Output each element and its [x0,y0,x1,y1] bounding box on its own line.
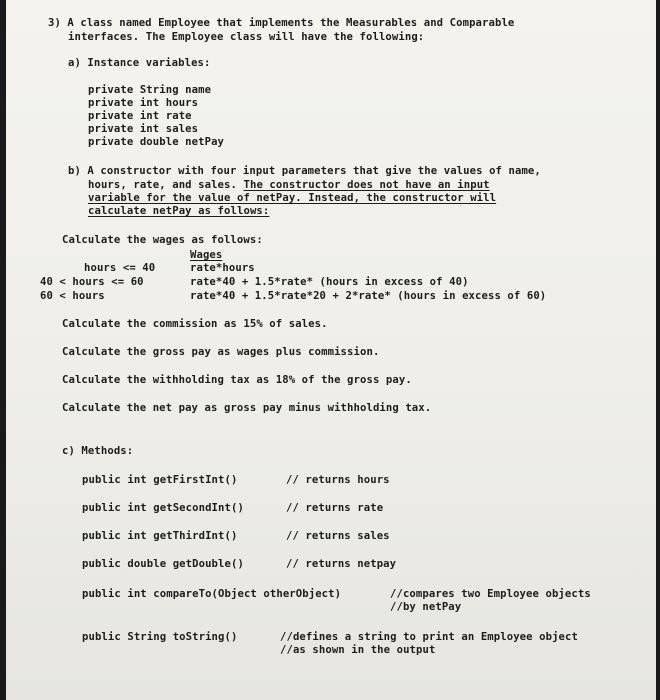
wages-condition: 40 < hours <= 60 [40,276,144,288]
part-a-heading: a) Instance variables: [68,57,211,69]
part-b-line-1: b) A constructor with four input parameters that give the values of name, [68,165,541,177]
part-b-line-3: variable for the value of netPay. Instead, the constructor will [88,192,497,204]
wages-formula: rate*hours [190,262,255,274]
wages-condition: 60 < hours [40,290,105,302]
method-comment: // returns sales [286,530,390,542]
instance-var: private int rate [88,110,192,122]
instance-var: private int hours [88,97,199,109]
tostring-comment-2: //as shown in the output [280,644,436,656]
wages-intro: Calculate the wages as follows: [62,234,263,246]
withholding-text: Calculate the withholding tax as 18% of the gross pay. [62,374,412,386]
gross-pay-text: Calculate the gross pay as wages plus commission. [62,346,380,358]
part-c-heading: c) Methods: [62,445,134,457]
wages-formula: rate*40 + 1.5*rate*20 + 2*rate* (hours in excess of 60) [190,290,547,302]
tostring-comment-1: //defines a string to print an Employee object [280,631,578,643]
method-signature: public int getSecondInt() [82,502,244,514]
instance-var: private int sales [88,123,199,135]
method-signature: public int getThirdInt() [82,530,238,542]
compareto-comment-1: //compares two Employee objects [390,588,591,600]
question-line-2: interfaces. The Employee class will have the following: [68,31,425,43]
document-page [6,0,656,700]
method-signature: public double getDouble() [82,558,244,570]
part-b-line-2-underlined: The constructor does not have an input [243,179,490,191]
commission-text: Calculate the commission as 15% of sales. [62,318,328,330]
tostring-signature: public String toString() [82,631,238,643]
wages-condition: hours <= 40 [84,262,156,274]
method-signature: public int getFirstInt() [82,474,238,486]
wages-formula: rate*40 + 1.5*rate* (hours in excess of 40) [190,276,469,288]
compareto-comment-2: //by netPay [390,601,462,613]
compareto-signature: public int compareTo(Object otherObject) [82,588,342,600]
part-b-line-2 [88,179,490,192]
method-comment: // returns rate [286,502,384,514]
part-b-line-4: calculate netPay as follows: [88,205,270,217]
part-b-line-2-plain: hours, rate, and sales. [88,179,244,191]
net-pay-text: Calculate the net pay as gross pay minus withholding tax. [62,402,432,414]
question-line-1: 3) A class named Employee that implements the Measurables and Comparable [48,17,515,29]
wages-header: Wages [190,249,223,261]
method-comment: // returns netpay [286,558,397,570]
instance-var: private String name [88,84,212,96]
instance-var: private double netPay [88,136,225,148]
method-comment: // returns hours [286,474,390,486]
